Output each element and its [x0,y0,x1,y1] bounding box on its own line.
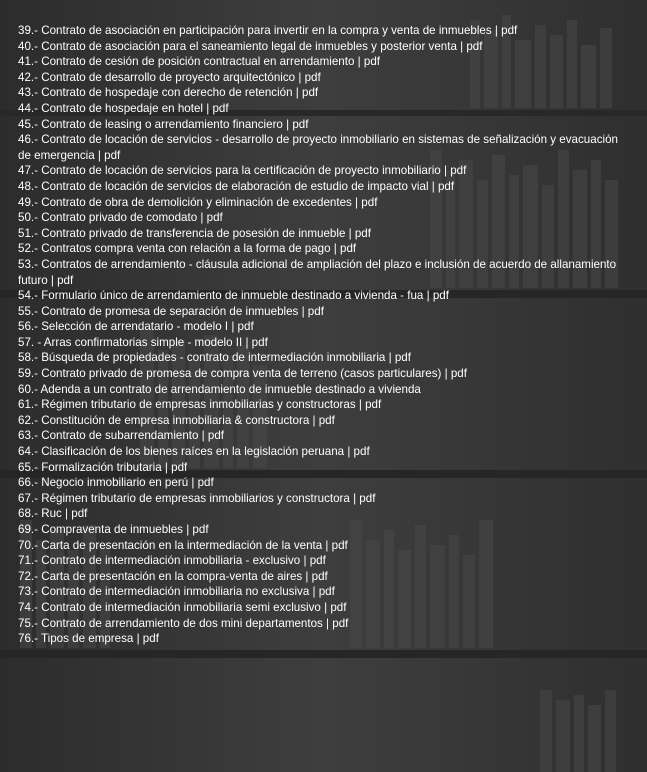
document-list-item[interactable]: 73.- Contrato de intermediación inmobiliaria no exclusiva | pdf [18,585,335,599]
document-list-item[interactable]: 55.- Contrato de promesa de separación de inmuebles | pdf [18,304,324,318]
document-list-item[interactable]: 56.- Selección de arrendatario - modelo I | pdf [18,320,254,334]
document-list-item[interactable]: 51.- Contrato privado de transferencia de posesión de inmueble | pdf [18,226,371,240]
document-list-item[interactable]: 53.- Contratos de arrendamiento - cláusula adicional de ampliación del plazo e inclusión de acuerdo de allanamiento futuro | pdf [18,257,617,287]
document-list-item[interactable]: 62.- Constitución de empresa inmobiliaria & constructora | pdf [18,413,335,427]
document-list-item[interactable]: 59.- Contrato privado de promesa de compra venta de terreno (casos particulares) | pdf [18,367,467,381]
document-list-item[interactable]: 47.- Contrato de locación de servicios para la certificación de proyecto inmobiliario | pdf [18,164,467,178]
document-list-item[interactable]: 75.- Contrato de arrendamiento de dos mini departamentos | pdf [18,616,349,630]
document-list-item[interactable]: 52.- Contratos compra venta con relación a la forma de pago | pdf [18,242,357,256]
document-list-item[interactable]: 42.- Contrato de desarrollo de proyecto arquitectónico | pdf [18,70,321,84]
document-list-item[interactable]: 65.- Formalización tributaria | pdf [18,460,188,474]
document-list-item[interactable]: 50.- Contrato privado de comodato | pdf [18,211,223,225]
document-list [18,23,630,647]
document-list-item[interactable]: 69.- Compraventa de inmuebles | pdf [18,523,209,536]
document-list-item[interactable]: 43.- Contrato de hospedaje con derecho de retención | pdf [18,86,319,100]
document-list-item[interactable]: 44.- Contrato de hospedaje en hotel | pdf [18,101,229,115]
document-list-item[interactable]: 45.- Contrato de leasing o arrendamiento financiero | pdf [18,117,309,131]
document-list-item[interactable]: 70.- Carta de presentación en la intermediación de la venta | pdf [18,538,348,552]
document-list-item[interactable]: 39.- Contrato de asociación en participación para invertir en la compra y venta de inmuebles | pdf [18,24,518,37]
document-list-item[interactable]: 64.- Clasificación de los bienes raíces en la legislación peruana | pdf [18,445,370,459]
document-list-item[interactable]: 67.- Régimen tributario de empresas inmobiliarios y constructora | pdf [18,491,376,505]
document-list-item[interactable]: 48.- Contrato de locación de servicios de elaboración de estudio de impacto vial | pdf [18,179,455,193]
document-list-item[interactable]: 49.- Contrato de obra de demolición y eliminación de excedentes | pdf [18,195,378,209]
document-list-item[interactable]: 40.- Contrato de asociación para el saneamiento legal de inmuebles y posterior venta | pdf [18,39,483,53]
document-list-item[interactable]: 72.- Carta de presentación en la compra-venta de aires | pdf [18,569,328,583]
document-list-item[interactable]: 61.- Régimen tributario de empresas inmobiliarias y constructoras | pdf [18,398,382,412]
document-list-item[interactable]: 71.- Contrato de intermediación inmobiliaria - exclusivo | pdf [18,554,326,568]
document-list-item[interactable]: 60.- Adenda a un contrato de arrendamiento de inmueble destinado a vivienda [18,382,421,396]
document-list-item[interactable]: 58.- Búsqueda de propiedades - contrato de intermediación inmobiliaria | pdf [18,351,411,365]
document-list-item[interactable]: 46.- Contrato de locación de servicios - desarrollo de proyecto inmobiliario en sistemas de señalización y evacuación de emergencia | pdf [18,133,618,162]
document-list-item[interactable]: 41.- Contrato de cesión de posición contractual en arrendamiento | pdf [18,55,380,69]
document-list-item[interactable]: 63.- Contrato de subarrendamiento | pdf [18,429,225,443]
document-list-item[interactable]: 54.- Formulario único de arrendamiento de inmueble destinado a vivienda - fua | pdf [18,289,449,303]
document-list-item[interactable]: 57. - Arras confirmatorias simple - modelo II | pdf [18,335,268,349]
document-list-item[interactable]: 66.- Negocio inmobiliario en perú | pdf [18,476,214,490]
document-list-item[interactable]: 68.- Ruc | pdf [18,507,88,521]
document-list-item[interactable]: 76.- Tipos de empresa | pdf [18,632,159,646]
document-list-item[interactable]: 74.- Contrato de intermediación inmobiliaria semi exclusivo | pdf [18,600,347,614]
